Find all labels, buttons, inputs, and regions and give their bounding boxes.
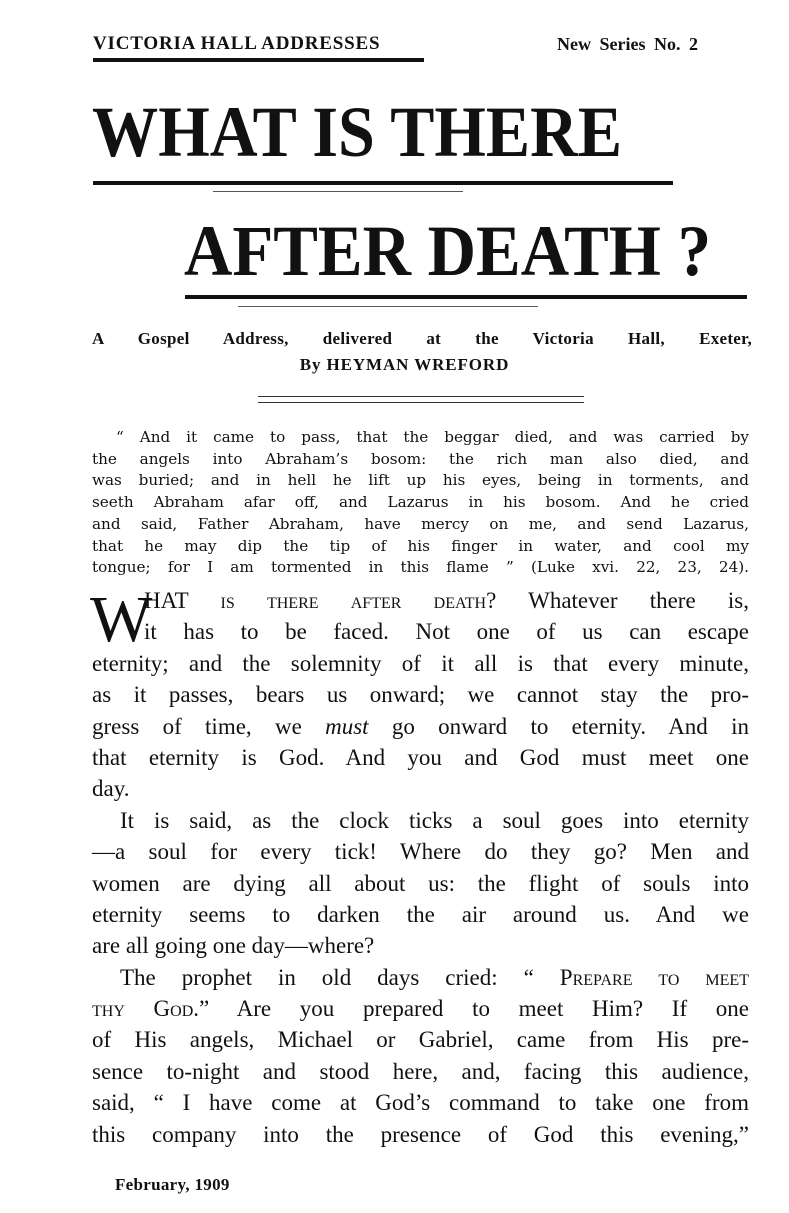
quote-smallcaps: thy God. [92, 996, 200, 1022]
title-rule-thin-2 [238, 306, 538, 307]
body-line: it has to be faced. Not one of us can escape [144, 619, 749, 645]
paragraph-1 [92, 585, 749, 805]
title-line-1: WHAT IS THERE [92, 92, 623, 172]
body-line: of His angels, Michael or Gabriel, came from His pre- [92, 1027, 749, 1053]
body-line: It is said, as the clock ticks a soul goes into eternity [120, 807, 749, 833]
opening-smallcaps: HAT is there after death? [144, 588, 497, 613]
section-divider-bottom [258, 402, 584, 403]
title-rule-thick-2 [185, 295, 747, 299]
emphasis: must [325, 713, 369, 739]
paragraph-2 [92, 805, 749, 962]
scripture-epigraph [92, 427, 749, 579]
epigraph-line: and said, Father Abraham, have mercy on me, and send Lazarus, [92, 514, 749, 533]
epigraph-line: was buried; and in hell he lift up his eyes, being in torments, and [92, 471, 749, 490]
line-text: ” Are you prepared to meet Him? If one [199, 996, 749, 1022]
body-line: sence to-night and stood here, and, facing this audience, [92, 1058, 749, 1084]
body-line: this company into the presence of God this evening,” [92, 1121, 749, 1147]
title-line-2: AFTER DEATH ? [184, 211, 712, 291]
body-line: eternity seems to darken the air around us. And we [92, 901, 749, 927]
line-text: go onward to eternity. And in [368, 713, 749, 739]
delivery-note: A Gospel Address, delivered at the Victoria Hall, Exeter, [92, 329, 752, 348]
body-line: said, “ I have come at God’s command to take one from [92, 1090, 749, 1116]
epigraph-line: that he may dip the tip of his finger in water, and cool my [92, 536, 749, 555]
epigraph-line: tongue; for I am tormented in this flame ” (Luke xvi. 22, 23, 24). [92, 558, 749, 577]
body-line [92, 962, 749, 993]
body-line: eternity; and the solemnity of it all is that every minute, [92, 650, 749, 676]
body-text [92, 585, 749, 1150]
body-line [92, 585, 749, 616]
body-line: that eternity is God. And you and God must meet one [92, 744, 749, 770]
epigraph-line: seeth Abraham afar off, and Lazarus in his bosom. And he cried [92, 493, 749, 512]
epigraph-line: “ And it came to pass, that the beggar died, and was carried by [116, 428, 749, 446]
body-line: —a soul for every tick! Where do they go? Men and [92, 839, 749, 865]
title-rule-thick [93, 181, 673, 185]
drop-cap: W [90, 583, 153, 656]
body-line: as it passes, bears us onward; we cannot stay the pro- [92, 682, 749, 708]
epigraph-line: the angels into Abraham’s bosom: the rich man also died, and [92, 449, 749, 468]
series-title-underline [93, 58, 424, 62]
publication-date: February, 1909 [115, 1175, 230, 1194]
issue-number: New Series No. 2 [557, 34, 698, 54]
paragraph-3 [92, 962, 749, 1150]
title-rule-thin [213, 191, 463, 192]
series-title: VICTORIA HALL ADDRESSES [93, 33, 381, 54]
body-line: are all going one day—where? [92, 933, 375, 959]
quote-smallcaps: Prepare to meet [559, 964, 749, 990]
line-text: Whatever there is, [496, 588, 749, 613]
section-divider-top [258, 396, 584, 397]
body-line [92, 993, 749, 1024]
author-byline: By HEYMAN WREFORD [299, 355, 510, 374]
body-line: day. [92, 776, 130, 802]
body-line: women are dying all about us: the flight of souls into [92, 870, 749, 896]
body-line [92, 711, 749, 742]
line-text: gress of time, we [92, 713, 326, 739]
line-text: The prophet in old days cried: “ [120, 964, 560, 990]
